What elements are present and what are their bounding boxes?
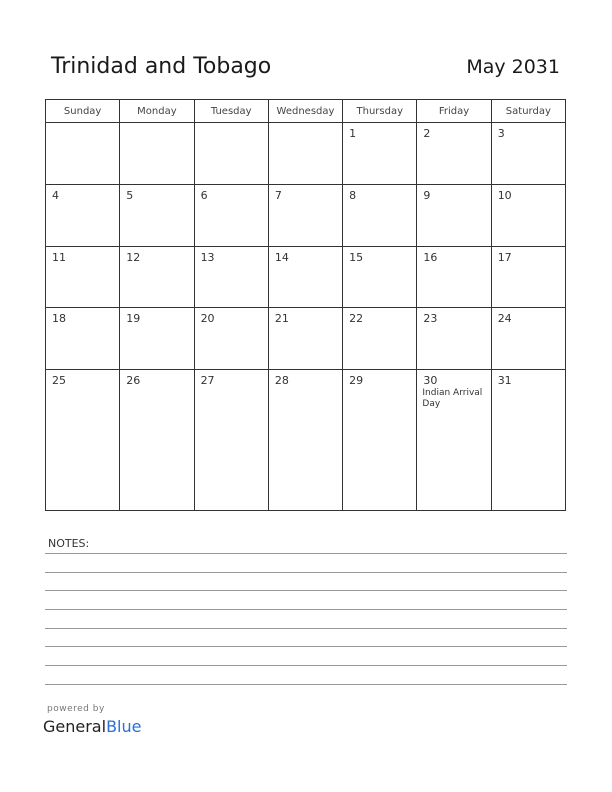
day-cell [120, 246, 194, 308]
day-cell [343, 184, 417, 246]
holiday-label: Indian Arrival Day [422, 388, 483, 410]
empty-day-cell [194, 123, 268, 185]
day-cell [268, 246, 342, 308]
day-number: 4 [52, 188, 59, 202]
country-title: Trinidad and Tobago [51, 54, 272, 79]
day-cell [120, 370, 194, 511]
day-cell [417, 184, 491, 246]
day-cell [491, 246, 565, 308]
day-cell [46, 370, 120, 511]
day-cell [268, 370, 342, 511]
weekday-friday: Friday [417, 100, 491, 123]
weekday-wednesday: Wednesday [268, 100, 342, 123]
note-line [45, 628, 567, 629]
note-line [45, 646, 567, 647]
day-cell [417, 370, 491, 511]
week-row [46, 370, 566, 511]
day-cell [194, 184, 268, 246]
day-number: 11 [52, 250, 66, 264]
note-line [45, 609, 567, 610]
day-number: 25 [52, 374, 66, 388]
day-cell [46, 184, 120, 246]
day-cell [343, 370, 417, 511]
day-cell [491, 184, 565, 246]
day-number: 28 [274, 374, 289, 388]
day-cell [491, 308, 565, 370]
calendar-grid [45, 99, 566, 511]
week-row [46, 308, 566, 370]
day-number: 23 [423, 312, 438, 326]
day-number: 31 [497, 374, 512, 388]
day-number: 10 [497, 188, 512, 202]
day-number: 30 [423, 374, 438, 388]
day-number: 17 [497, 250, 512, 264]
day-number: 26 [126, 374, 141, 388]
day-cell [120, 184, 194, 246]
day-number: 16 [423, 250, 438, 264]
day-cell [268, 184, 342, 246]
weekday-header-row [46, 100, 566, 123]
day-number: 29 [349, 374, 364, 388]
week-row [46, 246, 566, 308]
day-cell [46, 246, 120, 308]
day-number: 12 [126, 250, 141, 264]
week-row [46, 123, 566, 185]
day-cell [46, 308, 120, 370]
day-cell [491, 123, 565, 185]
day-number: 22 [349, 312, 364, 326]
day-number: 14 [274, 250, 289, 264]
day-cell [417, 246, 491, 308]
note-line [45, 665, 567, 666]
empty-day-cell [120, 123, 194, 185]
note-line [45, 572, 567, 573]
day-number: 1 [349, 127, 357, 140]
day-cell [120, 308, 194, 370]
day-number: 20 [200, 312, 215, 326]
day-number: 9 [423, 188, 431, 202]
empty-day-cell [268, 123, 342, 185]
day-number: 15 [349, 250, 364, 264]
brand-blue: Blue [106, 717, 142, 736]
note-line [45, 553, 567, 554]
day-number: 3 [497, 127, 505, 140]
notes-label: NOTES: [48, 537, 90, 550]
day-number: 5 [126, 188, 134, 202]
day-number: 21 [274, 312, 289, 326]
weekday-monday: Monday [120, 100, 194, 123]
brand-general: General [43, 717, 107, 736]
day-cell [194, 246, 268, 308]
weekday-thursday: Thursday [343, 100, 417, 123]
day-number: 27 [200, 374, 215, 388]
week-row [46, 184, 566, 246]
powered-by-text: powered by [47, 704, 105, 714]
day-cell [343, 246, 417, 308]
day-number: 18 [52, 312, 66, 326]
empty-day-cell [46, 123, 120, 185]
note-line [45, 590, 567, 591]
day-cell [268, 308, 342, 370]
weekday-tuesday: Tuesday [194, 100, 268, 123]
day-number: 8 [349, 188, 357, 202]
day-cell [194, 308, 268, 370]
note-line [45, 684, 567, 685]
day-cell [194, 370, 268, 511]
day-cell [417, 308, 491, 370]
day-number: 24 [497, 312, 512, 326]
day-number: 2 [423, 127, 431, 140]
generalblue-logo[interactable] [43, 717, 141, 736]
month-year-title: May 2031 [466, 56, 560, 78]
day-number: 6 [200, 188, 208, 202]
weekday-saturday: Saturday [491, 100, 565, 123]
day-cell [343, 123, 417, 185]
day-cell [417, 123, 491, 185]
day-number: 19 [126, 312, 141, 326]
weekday-sunday: Sunday [46, 100, 120, 123]
day-cell [343, 308, 417, 370]
day-cell [491, 370, 565, 511]
day-number: 7 [274, 188, 282, 202]
day-number: 13 [200, 250, 215, 264]
